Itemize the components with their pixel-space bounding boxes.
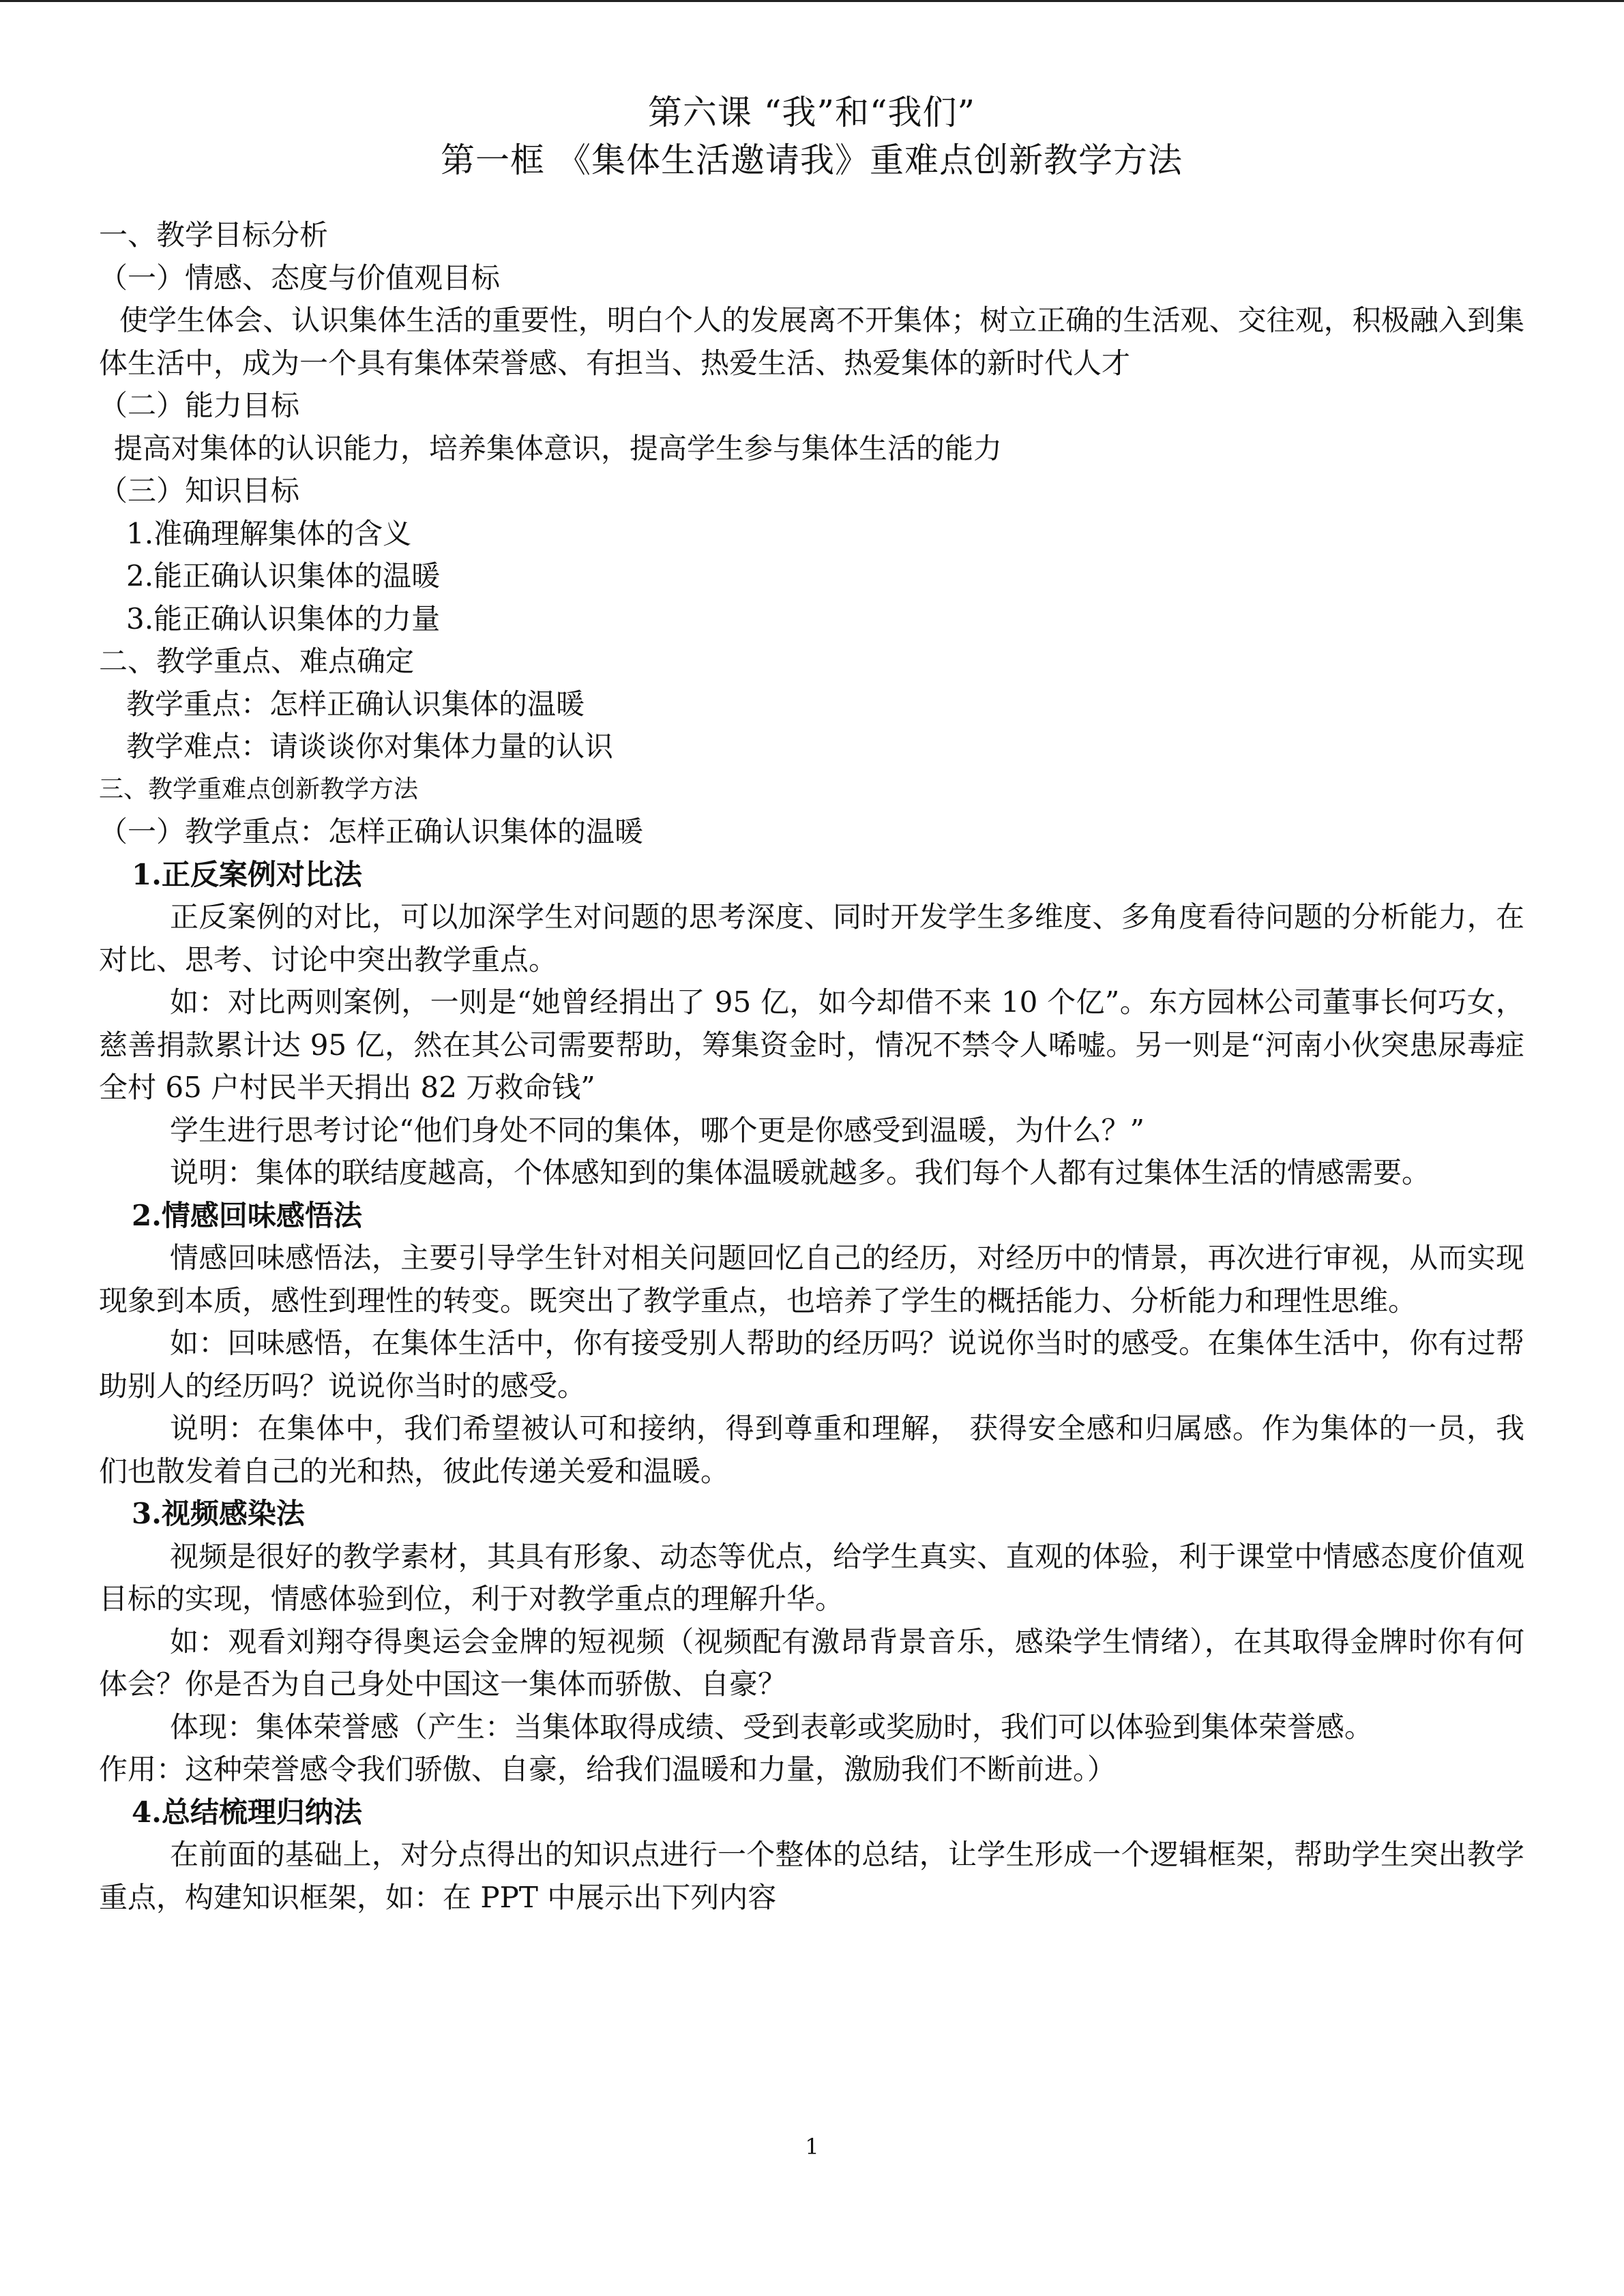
method-paragraph: 情感回味感悟法，主要引导学生针对相关问题回忆自己的经历，对经历中的情景，再次进行审视，从而实现现象到本质，感性到理性的转变。既突出了教学重点，也培养了学生的概括能力、分析能力和理性思维。 — [99, 1241, 1524, 1317]
section1-sub2-text: 提高对集体的认识能力，培养集体意识，提高学生参与集体生活的能力 — [114, 431, 1003, 465]
method-paragraph: 在前面的基础上，对分点得出的知识点进行一个整体的总结，让学生形成一个逻辑框架，帮助学生突出教学重点，构建知识框架，如：在 PPT 中展示出下列内容 — [99, 1838, 1524, 1914]
method-title: 4.总结梳理归纳法 — [132, 1795, 362, 1829]
document-subtitle: 第一框 《集体生活邀请我》重难点创新教学方法 — [441, 140, 1183, 180]
page-number: 1 — [805, 2134, 819, 2160]
section1-heading: 一、教学目标分析 — [99, 218, 329, 252]
document-page — [99, 89, 1524, 1919]
method-paragraph: 体现：集体荣誉感（产生：当集体取得成绩、受到表彰或奖励时，我们可以体验到集体荣誉感。 — [170, 1710, 1374, 1744]
method-paragraph: 正反案例的对比，可以加深学生对问题的思考深度、同时开发学生多维度、多角度看待问题的分析能力，在对比、思考、讨论中突出教学重点。 — [99, 900, 1524, 976]
method-paragraph: 如：回味感悟，在集体生活中，你有接受别人帮助的经历吗？说说你当时的感受。在集体生活中，你有过帮助别人的经历吗？说说你当时的感受。 — [99, 1326, 1524, 1403]
method-title: 3.视频感染法 — [132, 1497, 305, 1530]
document-title: 第六课 “我”和“我们” — [647, 93, 976, 132]
section3-sub1-heading: （一）教学重点：怎样正确认识集体的温暖 — [99, 815, 644, 848]
method-trailing-note: 作用：这种荣誉感令我们骄傲、自豪，给我们温暖和力量，激励我们不断前进。） — [99, 1753, 1117, 1786]
section1-sub2-heading: （二）能力目标 — [99, 389, 300, 422]
knowledge-item: 2.能正确认识集体的温暖 — [126, 559, 441, 593]
method-paragraph: 如：对比两则案例，一则是“她曾经捐出了 95 亿，如今却借不来 10 个亿”。东方园林公司董事长何巧女，慈善捐款累计达 95 亿，然在其公司需要帮助，筹集资金时，情况不禁令人唏嘘。另一则是“河南小伙突患尿毒症 全村 65 户村民半天捐出 82 万救命钱” — [99, 985, 1524, 1104]
section1-sub1-text: 使学生体会、认识集体生活的重要性，明白个人的发展离不开集体；树立正确的生活观、交往观，积极融入到集体生活中，成为一个具有集体荣誉感、有担当、热爱生活、热爱集体的新时代人才 — [99, 303, 1524, 380]
section1-sub3-heading: （三）知识目标 — [99, 474, 300, 507]
key-point: 教学重点：怎样正确认识集体的温暖 — [126, 687, 585, 721]
section2-heading: 二、教学重点、难点确定 — [99, 644, 415, 678]
page-top-border — [0, 0, 1624, 2]
method-paragraph: 视频是很好的教学素材，其具有形象、动态等优点，给学生真实、直观的体验，利于课堂中情感态度价值观目标的实现，情感体验到位，利于对教学重点的理解升华。 — [99, 1539, 1524, 1615]
knowledge-item: 1.准确理解集体的含义 — [126, 516, 412, 550]
method-paragraph: 学生进行思考讨论“他们身处不同的集体，哪个更是你感受到温暖，为什么？” — [170, 1113, 1145, 1147]
difficulty-point: 教学难点：请谈谈你对集体力量的认识 — [126, 730, 614, 763]
section1-sub1-heading: （一）情感、态度与价值观目标 — [99, 260, 501, 295]
method-paragraph: 说明：在集体中，我们希望被认可和接纳，得到尊重和理解， 获得安全感和归属感。作为集体的一员，我们也散发着自己的光和热，彼此传递关爱和温暖。 — [99, 1412, 1524, 1488]
knowledge-item: 3.能正确认识集体的力量 — [126, 601, 441, 636]
method-title: 1.正反案例对比法 — [132, 857, 362, 891]
section3-heading: 三、教学重难点创新教学方法 — [99, 775, 419, 803]
method-paragraph: 说明：集体的联结度越高，个体感知到的集体温暖就越多。我们每个人都有过集体生活的情感需要。 — [170, 1156, 1431, 1189]
method-paragraph: 如：观看刘翔夺得奥运会金牌的短视频（视频配有激昂背景音乐，感染学生情绪），在其取得金牌时你有何体会？你是否为自己身处中国这一集体而骄傲、自豪？ — [99, 1624, 1524, 1701]
method-title: 2.情感回味感悟法 — [132, 1198, 362, 1232]
